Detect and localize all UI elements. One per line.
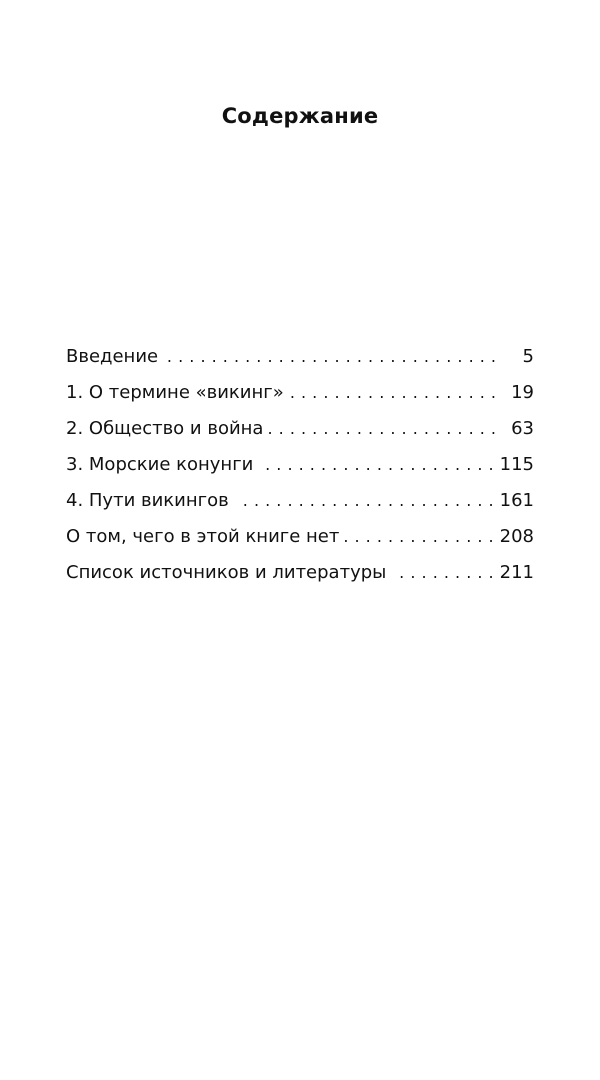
table-of-contents — [66, 343, 534, 595]
toc-entry-label: О том, чего в этой книге нет — [66, 526, 340, 547]
toc-page-number: 115 — [499, 454, 534, 475]
toc-entry-label: 3. Морские конунги — [66, 454, 254, 475]
dot-leader — [259, 451, 493, 479]
toc-entry-label: Введение — [66, 346, 159, 367]
toc-entry-label: 4. Пути викингов — [66, 490, 229, 511]
toc-entry-label: Список источников и литературы — [66, 562, 387, 583]
toc-entry-not-in-book[interactable] — [66, 523, 534, 559]
toc-page-number: 63 — [511, 418, 534, 439]
toc-entry-label: 1. О термине «викинг» — [66, 382, 284, 403]
toc-entry-chapter-4[interactable] — [66, 487, 534, 523]
toc-page-number: 5 — [522, 346, 534, 367]
dot-leader — [235, 487, 494, 515]
toc-entry-bibliography[interactable] — [66, 559, 534, 595]
dot-leader — [392, 559, 493, 587]
dot-leader — [164, 343, 496, 371]
toc-page-number: 208 — [499, 526, 534, 547]
toc-entry-chapter-1[interactable] — [66, 379, 534, 415]
dot-leader — [345, 523, 493, 551]
toc-page-number: 19 — [511, 382, 534, 403]
toc-entry-chapter-3[interactable] — [66, 451, 534, 487]
dot-leader — [290, 379, 496, 407]
toc-page-number: 211 — [499, 562, 534, 583]
toc-entry-chapter-2[interactable] — [66, 415, 534, 451]
toc-entry-label: 2. Общество и война — [66, 418, 264, 439]
toc-page-number: 161 — [499, 490, 534, 511]
toc-entry-introduction[interactable] — [66, 343, 534, 379]
dot-leader — [269, 415, 496, 443]
page-title: Содержание — [221, 104, 379, 128]
